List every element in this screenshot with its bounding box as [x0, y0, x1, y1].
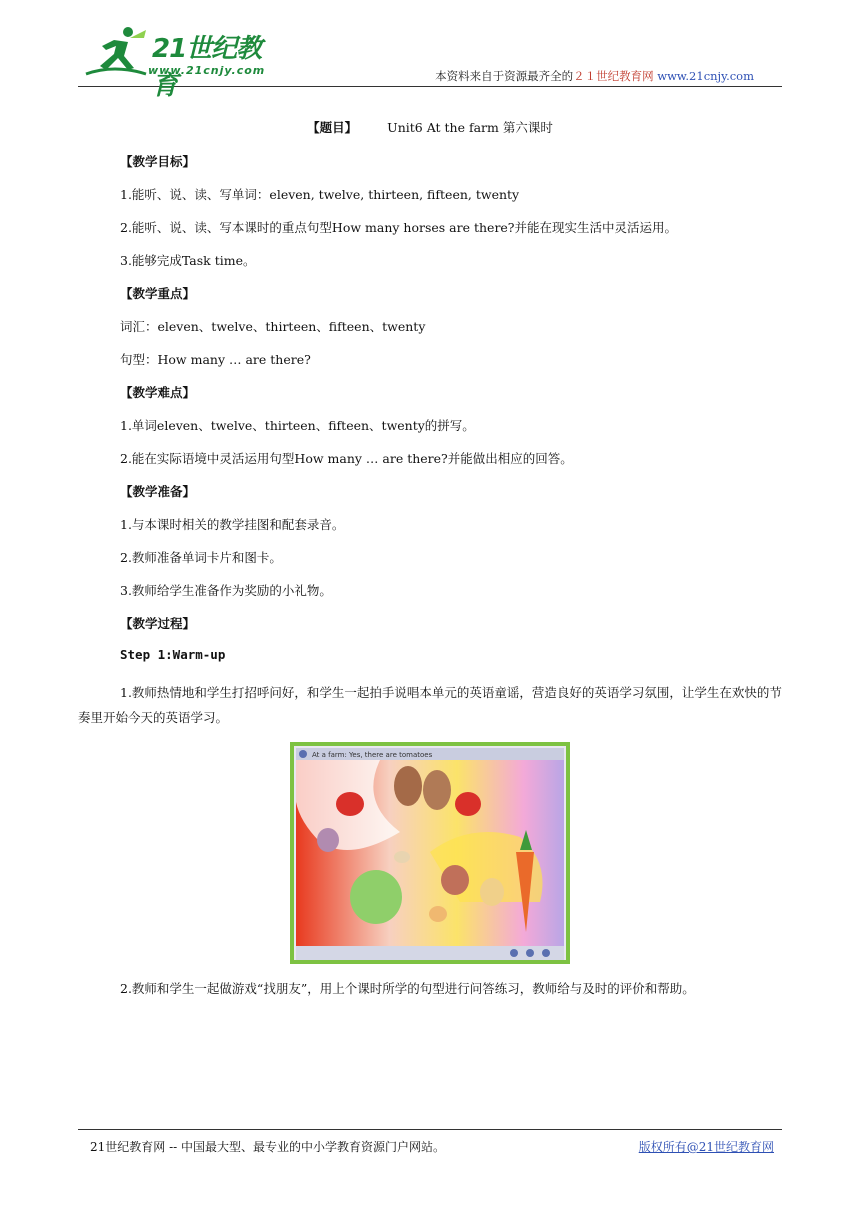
- header-note: [435, 68, 754, 84]
- header-note-prefix: 本资料来自于资源最齐全的: [435, 69, 574, 83]
- goals-heading: 【教学目标】: [120, 154, 196, 169]
- footer-copyright-link[interactable]: 版权所有@21世纪教育网: [638, 1140, 774, 1154]
- difficult-points-heading: 【教学难点】: [120, 385, 196, 400]
- header-note-site[interactable]: ２１世纪教育网: [573, 69, 654, 83]
- vegetables-cartoon-image: [290, 742, 570, 964]
- page-header: [78, 22, 782, 101]
- preparation-heading: 【教学准备】: [120, 484, 196, 499]
- key-points-heading: 【教学重点】: [120, 286, 196, 301]
- farm-illustration: [290, 742, 570, 964]
- figure-caption: At a farm: Yes, there are tomatoes: [312, 751, 433, 759]
- document-title: [78, 118, 782, 138]
- process-heading: 【教学过程】: [120, 616, 196, 631]
- header-note-url[interactable]: www.21cnjy.com: [657, 69, 754, 83]
- preparation-item: 2.教师准备单词卡片和图卡。: [120, 550, 282, 565]
- preparation-item: 1.与本课时相关的教学挂图和配套录音。: [120, 517, 345, 532]
- title-text: Unit6 At the farm 第六课时: [387, 120, 553, 135]
- runner-logo-icon: [84, 24, 150, 80]
- process-paragraph: 2.教师和学生一起做游戏“找朋友”，用上个课时所学的句型进行问答练习，教师给与及时的评价和帮助。: [120, 981, 695, 996]
- footer-left-text: 21世纪教育网 -- 中国最大型、最专业的中小学教育资源门户网站。: [90, 1140, 446, 1154]
- key-point-item: 词汇：eleven、twelve、thirteen、fifteen、twenty: [120, 319, 426, 334]
- site-logo: [84, 24, 284, 101]
- difficult-point-item: 2.能在实际语境中灵活运用句型How many … are there?并能做出相应的回答。: [120, 451, 573, 466]
- title-label: 【题目】: [307, 120, 358, 135]
- logo-text: 21世纪教育: [152, 34, 262, 101]
- logo-url: www.21cnjy.com: [148, 64, 266, 77]
- key-point-item: 句型：How many … are there?: [120, 352, 311, 367]
- page-footer: [78, 1129, 782, 1160]
- goal-item: 3.能够完成Task time。: [120, 253, 256, 268]
- document-body: [78, 118, 782, 1013]
- process-paragraph: 1.教师热情地和学生打招呼问好，和学生一起拍手说唱本单元的英语童谣，营造良好的英语学习氛围，让学生在欢快的节奏里开始今天的英语学习。: [78, 685, 782, 725]
- goal-item: 1.能听、说、读、写单词：eleven, twelve, thirteen, fifteen, twenty: [120, 187, 520, 202]
- goal-item: 2.能听、说、读、写本课时的重点句型How many horses are there?并能在现实生活中灵活运用。: [120, 220, 678, 235]
- step-1-heading: Step 1:Warm-up: [120, 647, 226, 662]
- preparation-item: 3.教师给学生准备作为奖励的小礼物。: [120, 583, 332, 598]
- difficult-point-item: 1.单词eleven、twelve、thirteen、fifteen、twenty的拼写。: [120, 418, 475, 433]
